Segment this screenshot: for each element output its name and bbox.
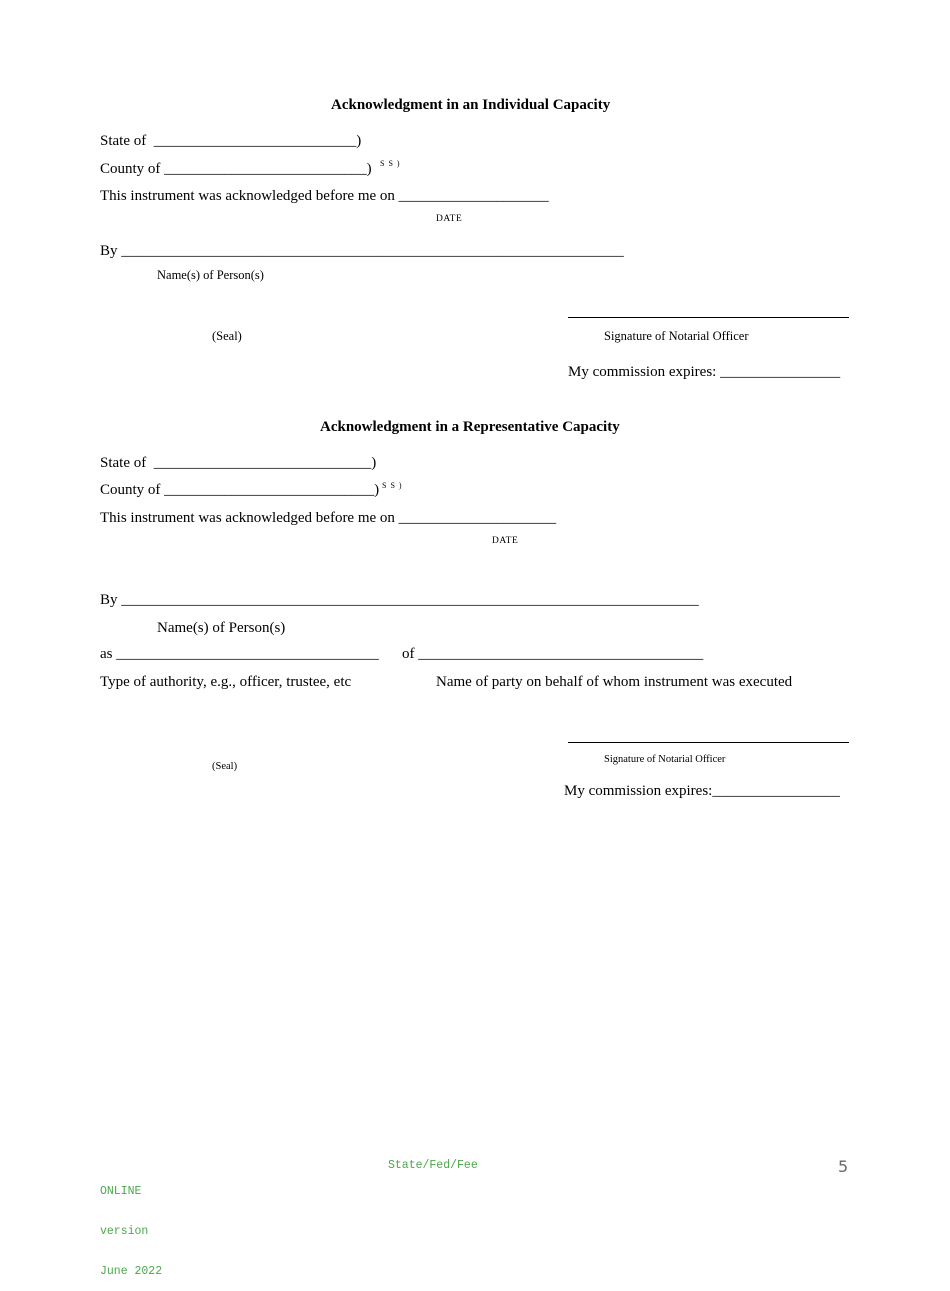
county-line: County of ___________________________) [100,161,372,177]
as-line: as ___________________________________ [100,646,379,662]
footer-center: State/Fed/Fee [388,1159,478,1172]
state-line: State of _____________________________) [100,455,377,471]
page-number: 5 [838,1157,849,1176]
footer-line-version: version [100,1225,149,1239]
party-label: Name of party on behalf of whom instrument was executed [436,674,793,690]
signature-rule [568,317,849,318]
by-line: By _____________________________________________________________________________ [100,592,699,608]
signature-label: Signature of Notarial Officer [604,329,749,343]
by-line: By ___________________________________________________________________ [100,243,624,259]
authority-label: Type of authority, e.g., officer, trustee, etc [100,674,352,690]
state-line: State of ___________________________) [100,133,362,149]
section2-title: Acknowledgment in a Representative Capacity [320,419,620,435]
signature-rule [568,742,849,743]
acknowledged-line: This instrument was acknowledged before me on _____________________ [100,510,557,526]
footer-line-date: June 2022 [100,1264,163,1278]
seal-label: (Seal) [212,761,238,772]
commission-line: My commission expires:_________________ [564,783,840,799]
ss-mark: S S ) [382,481,403,490]
county-line: County of ____________________________) [100,482,380,498]
names-label: Name(s) of Person(s) [157,268,264,282]
names-label: Name(s) of Person(s) [157,620,286,636]
seal-label: (Seal) [212,329,242,343]
footer-line-online: ONLINE [100,1185,142,1199]
footer-version [100,1159,162,1291]
signature-label: Signature of Notarial Officer [604,754,726,765]
date-label: DATE [492,536,519,546]
commission-line: My commission expires: ________________ [568,364,841,380]
date-label: DATE [436,214,463,224]
acknowledged-line: This instrument was acknowledged before me on ____________________ [100,188,549,204]
of-line: of ______________________________________ [402,646,704,662]
section1-title: Acknowledgment in an Individual Capacity [331,97,611,113]
ss-mark: S S ) [380,159,401,168]
